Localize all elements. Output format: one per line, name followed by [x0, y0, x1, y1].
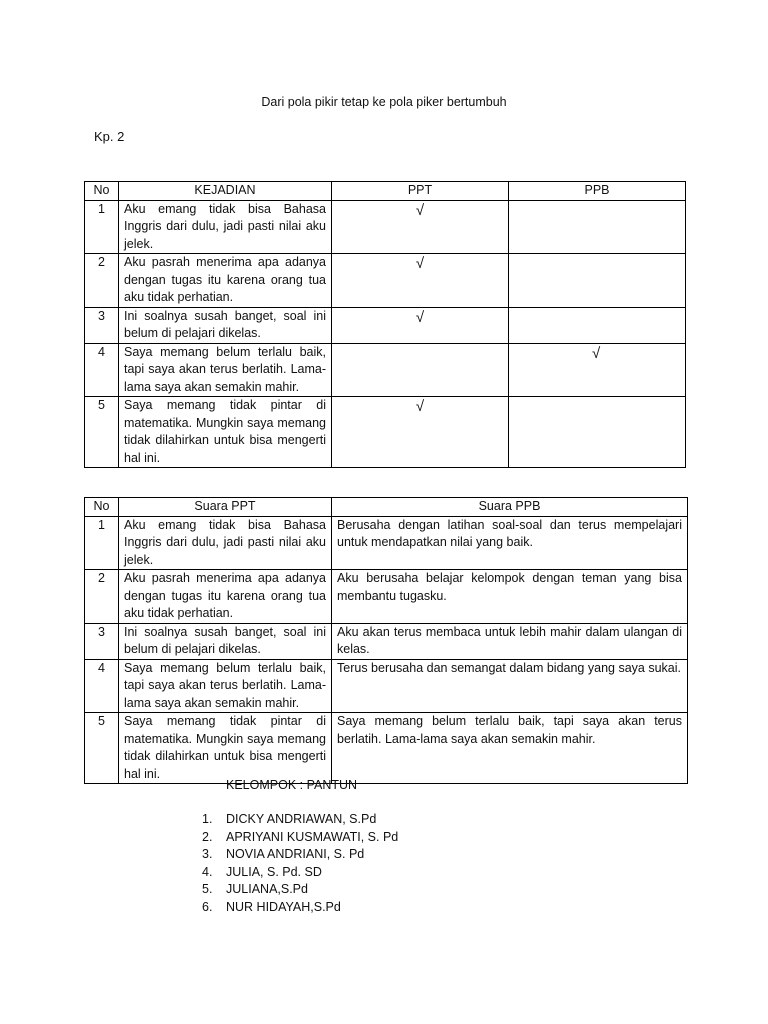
ppb-voice-text: Terus berusaha dan semangat dalam bidang yang saya sukai. — [332, 659, 688, 713]
header-suara-ppt: Suara PPT — [119, 498, 332, 517]
member-name: JULIANA,S.Pd — [226, 882, 308, 896]
table-row — [85, 307, 686, 343]
table-row — [85, 254, 686, 308]
list-item — [202, 899, 398, 917]
ppb-voice-text: Saya memang belum terlalu baik, tapi saya akan terus berlatih. Lama-lama saya akan semakin mahir. — [332, 713, 688, 784]
header-kejadian: KEJADIAN — [119, 182, 332, 201]
ppb-voice-text: Aku akan terus membaca untuk lebih mahir dalam ulangan di kelas. — [332, 623, 688, 659]
list-item — [202, 881, 398, 899]
ppt-check: √ — [332, 200, 509, 254]
header-ppt: PPT — [332, 182, 509, 201]
ppt-voice-text: Ini soalnya susah banget, soal ini belum di pelajari dikelas. — [119, 623, 332, 659]
ppt-voice-text: Saya memang tidak pintar di matematika. Mungkin saya memang tidak dilahirkan untuk bisa mengerti hal ini. — [119, 713, 332, 784]
list-number: 6. — [202, 899, 213, 914]
ppb-check — [509, 397, 686, 468]
row-number: 4 — [85, 343, 119, 397]
ppt-check: √ — [332, 397, 509, 468]
table-header-row — [85, 182, 686, 201]
table-row — [85, 713, 688, 784]
header-ppb: PPB — [509, 182, 686, 201]
group-label: KELOMPOK : PANTUN — [226, 778, 358, 792]
member-name: NOVIA ANDRIANI, S. Pd — [226, 847, 365, 861]
events-table — [84, 181, 686, 468]
event-text: Aku pasrah menerima apa adanya dengan tugas itu karena orang tua aku tidak perhatian. — [119, 254, 332, 308]
member-name: NUR HIDAYAH,S.Pd — [226, 899, 341, 914]
table-header-row — [85, 498, 688, 517]
member-name: DICKY ANDRIAWAN, S.Pd — [226, 812, 377, 826]
event-text: Aku emang tidak bisa Bahasa Inggris dari dulu, jadi pasti nilai aku jelek. — [119, 200, 332, 254]
table-row — [85, 659, 688, 713]
member-list — [202, 811, 398, 916]
list-number: 4. — [202, 864, 213, 879]
ppt-voice-text: Aku pasrah menerima apa adanya dengan tugas itu karena orang tua aku tidak perhatian. — [119, 570, 332, 624]
member-name: JULIA, S. Pd. SD — [226, 864, 322, 879]
row-number: 4 — [85, 659, 119, 713]
list-number: 3. — [202, 847, 213, 861]
ppb-voice-text: Berusaha dengan latihan soal-soal dan terus mempelajari untuk mendapatkan nilai yang baik. — [332, 516, 688, 570]
ppb-voice-text: Aku berusaha belajar kelompok dengan teman yang bisa membantu tugasku. — [332, 570, 688, 624]
ppb-check — [509, 254, 686, 308]
event-text: Saya memang belum terlalu baik, tapi saya akan terus berlatih. Lama-lama saya akan semakin mahir. — [119, 343, 332, 397]
row-number: 5 — [85, 397, 119, 468]
event-text: Saya memang tidak pintar di matematika. Mungkin saya memang tidak dilahirkan untuk bisa mengerti hal ini. — [119, 397, 332, 468]
list-item — [202, 811, 398, 829]
table-row — [85, 200, 686, 254]
ppb-check — [509, 307, 686, 343]
document-title: Dari pola pikir tetap ke pola piker bertumbuh — [261, 95, 507, 109]
table-row — [85, 397, 686, 468]
row-number: 1 — [85, 516, 119, 570]
row-number: 3 — [85, 623, 119, 659]
member-name: APRIYANI KUSMAWATI, S. Pd — [226, 829, 399, 844]
ppt-voice-text: Saya memang belum terlalu baik, tapi saya akan terus berlatih. Lama-lama saya akan semakin mahir. — [119, 659, 332, 713]
header-no: No — [85, 182, 119, 201]
list-item — [202, 846, 398, 864]
header-no: No — [85, 498, 119, 517]
ppt-check — [332, 343, 509, 397]
ppb-check: √ — [509, 343, 686, 397]
table-row — [85, 516, 688, 570]
row-number: 2 — [85, 254, 119, 308]
document-subtitle: Kp. 2 — [94, 129, 125, 144]
list-number: 1. — [202, 812, 213, 826]
event-text: Ini soalnya susah banget, soal ini belum di pelajari dikelas. — [119, 307, 332, 343]
list-item — [202, 829, 398, 847]
list-item — [202, 864, 398, 882]
table-row — [85, 343, 686, 397]
table-row — [85, 570, 688, 624]
ppt-check: √ — [332, 307, 509, 343]
row-number: 2 — [85, 570, 119, 624]
ppt-check: √ — [332, 254, 509, 308]
table-row — [85, 623, 688, 659]
row-number: 1 — [85, 200, 119, 254]
list-number: 5. — [202, 882, 213, 896]
row-number: 5 — [85, 713, 119, 784]
header-suara-ppb: Suara PPB — [332, 498, 688, 517]
list-number: 2. — [202, 829, 213, 844]
row-number: 3 — [85, 307, 119, 343]
voices-table — [84, 497, 688, 784]
ppt-voice-text: Aku emang tidak bisa Bahasa Inggris dari dulu, jadi pasti nilai aku jelek. — [119, 516, 332, 570]
ppb-check — [509, 200, 686, 254]
